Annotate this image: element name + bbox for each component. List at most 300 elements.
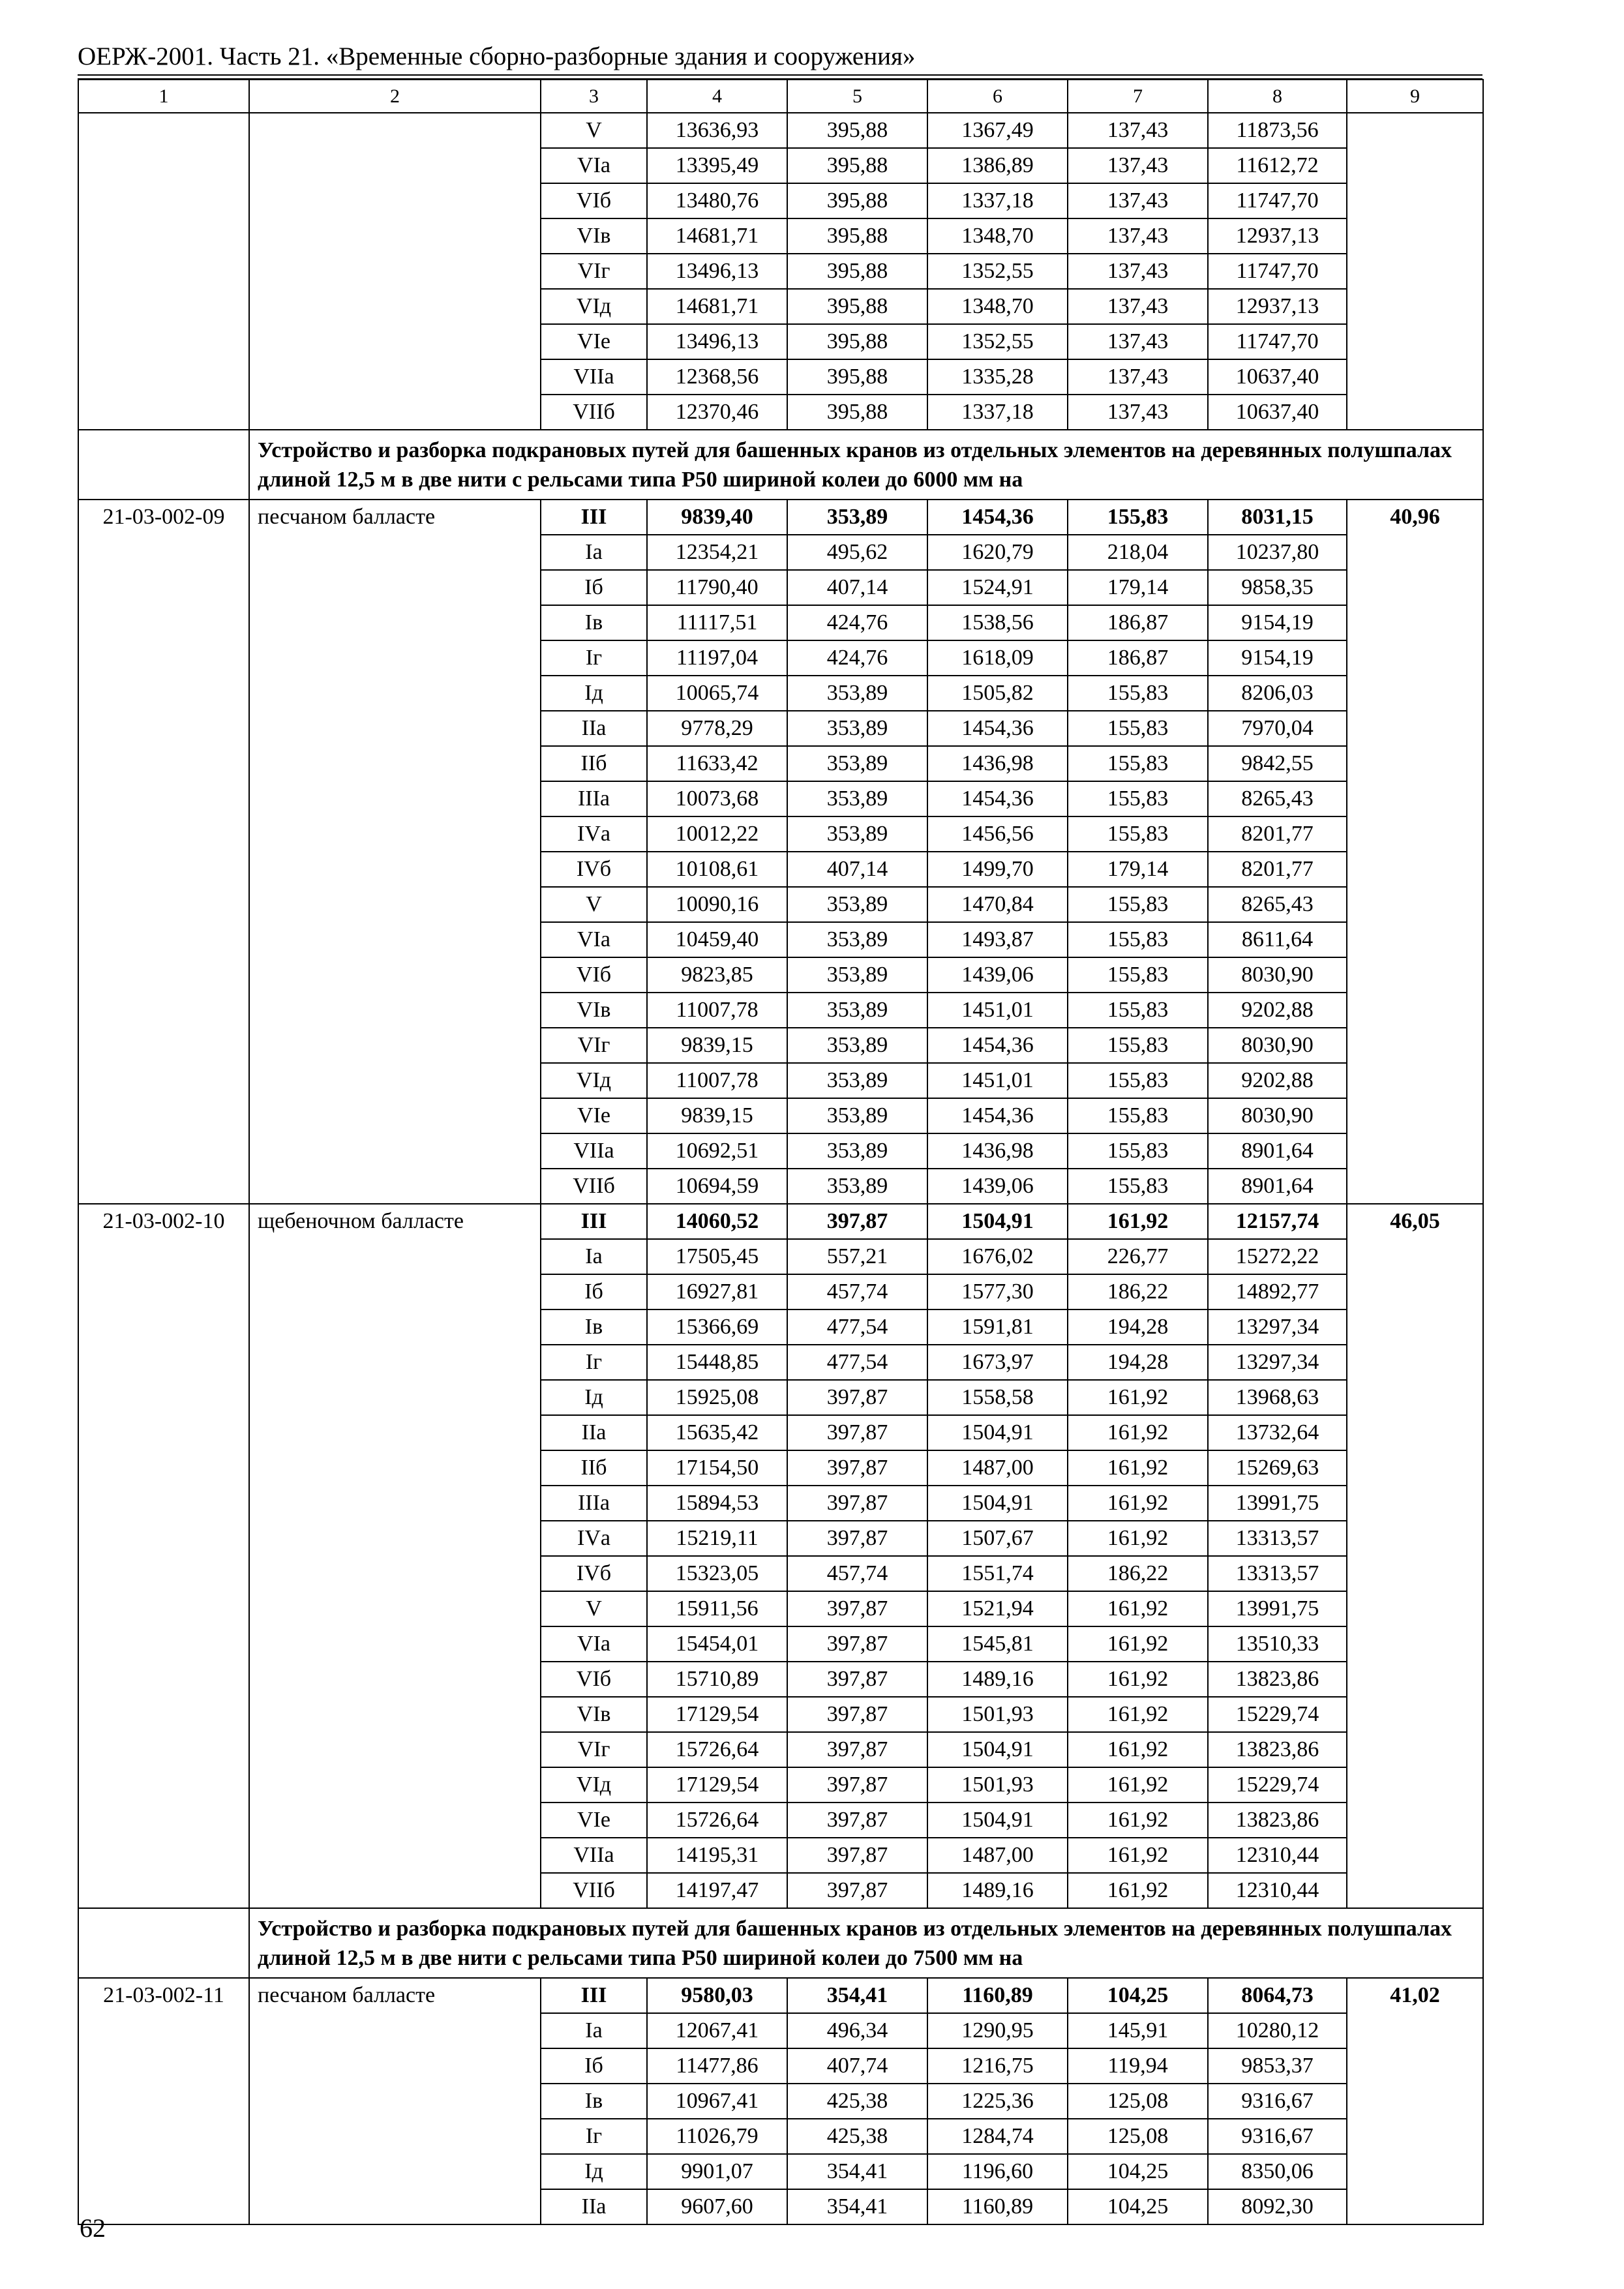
value-cell: 179,14 <box>1068 570 1208 605</box>
value-cell: 9839,40 <box>647 500 787 535</box>
zone-cell: III <box>541 1204 647 1239</box>
value-cell: 395,88 <box>787 289 927 324</box>
value-cell: 11477,86 <box>647 2048 787 2084</box>
table-row <box>78 1978 1483 2013</box>
zone-cell: IVб <box>541 852 647 887</box>
value-cell: 395,88 <box>787 254 927 289</box>
value-cell: 1454,36 <box>927 711 1068 746</box>
value-cell: 1337,18 <box>927 395 1068 430</box>
zone-cell: VIIа <box>541 1133 647 1169</box>
value-cell: 1160,89 <box>927 1978 1068 2013</box>
value-cell: 12310,44 <box>1208 1873 1347 1908</box>
zone-cell: Iб <box>541 1274 647 1309</box>
value-cell: 14060,52 <box>647 1204 787 1239</box>
zone-cell: VIв <box>541 218 647 254</box>
value-cell: 425,38 <box>787 2119 927 2154</box>
value-cell: 353,89 <box>787 993 927 1028</box>
value-cell: 8092,30 <box>1208 2189 1347 2224</box>
value-cell: 397,87 <box>787 1626 927 1662</box>
value-cell: 11117,51 <box>647 605 787 640</box>
section-title: Устройство и разборка подкрановых путей для башенных кранов из отдельных элементов на деревянных полушпалах длиной 12,5 м в две нити с рельсами типа Р50 шириной колеи до 6000 мм на <box>249 430 1483 500</box>
labor-cell: 40,96 <box>1347 500 1483 1204</box>
value-cell: 155,83 <box>1068 711 1208 746</box>
value-cell: 1673,97 <box>927 1345 1068 1380</box>
value-cell: 226,77 <box>1068 1239 1208 1274</box>
item-name: песчаном балласте <box>249 1978 541 2224</box>
value-cell: 161,92 <box>1068 1380 1208 1415</box>
value-cell: 10237,80 <box>1208 535 1347 570</box>
zone-cell: IIб <box>541 746 647 781</box>
value-cell: 10692,51 <box>647 1133 787 1169</box>
value-cell: 1337,18 <box>927 183 1068 218</box>
value-cell: 155,83 <box>1068 1063 1208 1098</box>
item-code <box>78 113 249 430</box>
value-cell: 11747,70 <box>1208 324 1347 359</box>
value-cell: 161,92 <box>1068 1803 1208 1838</box>
zone-cell: Iа <box>541 2013 647 2048</box>
column-header: 5 <box>787 80 927 113</box>
value-cell: 13823,86 <box>1208 1732 1347 1767</box>
value-cell: 9839,15 <box>647 1098 787 1133</box>
value-cell: 353,89 <box>787 816 927 852</box>
value-cell: 397,87 <box>787 1697 927 1732</box>
value-cell: 1348,70 <box>927 289 1068 324</box>
value-cell: 496,34 <box>787 2013 927 2048</box>
zone-cell: VIа <box>541 1626 647 1662</box>
value-cell: 137,43 <box>1068 148 1208 183</box>
value-cell: 8030,90 <box>1208 1028 1347 1063</box>
value-cell: 15925,08 <box>647 1380 787 1415</box>
zone-cell: VIа <box>541 922 647 957</box>
value-cell: 1504,91 <box>927 1204 1068 1239</box>
value-cell: 11007,78 <box>647 993 787 1028</box>
value-cell: 353,89 <box>787 957 927 993</box>
zone-cell: Iб <box>541 2048 647 2084</box>
value-cell: 457,74 <box>787 1556 927 1591</box>
value-cell: 13480,76 <box>647 183 787 218</box>
value-cell: 137,43 <box>1068 183 1208 218</box>
value-cell: 12937,13 <box>1208 289 1347 324</box>
value-cell: 14197,47 <box>647 1873 787 1908</box>
value-cell: 1487,00 <box>927 1838 1068 1873</box>
value-cell: 9154,19 <box>1208 640 1347 676</box>
section-title: Устройство и разборка подкрановых путей для башенных кранов из отдельных элементов на деревянных полушпалах длиной 12,5 м в две нити с рельсами типа Р50 шириной колеи до 7500 мм на <box>249 1908 1483 1978</box>
value-cell: 1489,16 <box>927 1873 1068 1908</box>
value-cell: 12368,56 <box>647 359 787 395</box>
value-cell: 11026,79 <box>647 2119 787 2154</box>
value-cell: 1521,94 <box>927 1591 1068 1626</box>
value-cell: 10280,12 <box>1208 2013 1347 2048</box>
value-cell: 8265,43 <box>1208 781 1347 816</box>
zone-cell: Iд <box>541 1380 647 1415</box>
value-cell: 11790,40 <box>647 570 787 605</box>
value-cell: 1676,02 <box>927 1239 1068 1274</box>
value-cell: 15635,42 <box>647 1415 787 1450</box>
value-cell: 9842,55 <box>1208 746 1347 781</box>
value-cell: 13823,86 <box>1208 1662 1347 1697</box>
value-cell: 424,76 <box>787 640 927 676</box>
value-cell: 1451,01 <box>927 1063 1068 1098</box>
value-cell: 11197,04 <box>647 640 787 676</box>
value-cell: 1499,70 <box>927 852 1068 887</box>
value-cell: 1454,36 <box>927 1028 1068 1063</box>
value-cell: 9839,15 <box>647 1028 787 1063</box>
value-cell: 1504,91 <box>927 1803 1068 1838</box>
value-cell: 10459,40 <box>647 922 787 957</box>
section-spacer <box>78 1908 249 1978</box>
value-cell: 15454,01 <box>647 1626 787 1662</box>
value-cell: 155,83 <box>1068 816 1208 852</box>
value-cell: 1160,89 <box>927 2189 1068 2224</box>
value-cell: 353,89 <box>787 500 927 535</box>
value-cell: 395,88 <box>787 183 927 218</box>
value-cell: 7970,04 <box>1208 711 1347 746</box>
item-name: песчаном балласте <box>249 500 541 1204</box>
zone-cell: Iв <box>541 1309 647 1345</box>
value-cell: 353,89 <box>787 922 927 957</box>
value-cell: 9823,85 <box>647 957 787 993</box>
column-header: 1 <box>78 80 249 113</box>
value-cell: 8206,03 <box>1208 676 1347 711</box>
zone-cell: V <box>541 887 647 922</box>
value-cell: 125,08 <box>1068 2119 1208 2154</box>
value-cell: 8030,90 <box>1208 1098 1347 1133</box>
value-cell: 8901,64 <box>1208 1169 1347 1204</box>
value-cell: 17129,54 <box>647 1697 787 1732</box>
section-spacer <box>78 430 249 500</box>
value-cell: 1335,28 <box>927 359 1068 395</box>
value-cell: 354,41 <box>787 2154 927 2189</box>
value-cell: 9202,88 <box>1208 993 1347 1028</box>
value-cell: 477,54 <box>787 1309 927 1345</box>
zone-cell: IVа <box>541 816 647 852</box>
value-cell: 17505,45 <box>647 1239 787 1274</box>
value-cell: 353,89 <box>787 1098 927 1133</box>
value-cell: 1284,74 <box>927 2119 1068 2154</box>
zone-cell: VIе <box>541 1098 647 1133</box>
zone-cell: Iг <box>541 640 647 676</box>
value-cell: 353,89 <box>787 711 927 746</box>
value-cell: 186,22 <box>1068 1556 1208 1591</box>
value-cell: 13297,34 <box>1208 1345 1347 1380</box>
value-cell: 12354,21 <box>647 535 787 570</box>
value-cell: 104,25 <box>1068 1978 1208 2013</box>
zone-cell: Iв <box>541 2084 647 2119</box>
value-cell: 13297,34 <box>1208 1309 1347 1345</box>
page-number: 62 <box>80 2213 106 2243</box>
value-cell: 15710,89 <box>647 1662 787 1697</box>
zone-cell: Iд <box>541 676 647 711</box>
value-cell: 1216,75 <box>927 2048 1068 2084</box>
item-code: 21-03-002-10 <box>78 1204 249 1908</box>
value-cell: 457,74 <box>787 1274 927 1309</box>
value-cell: 161,92 <box>1068 1204 1208 1239</box>
column-header: 3 <box>541 80 647 113</box>
zone-cell: VIе <box>541 324 647 359</box>
value-cell: 1538,56 <box>927 605 1068 640</box>
zone-cell: VIг <box>541 1732 647 1767</box>
value-cell: 13991,75 <box>1208 1486 1347 1521</box>
value-cell: 155,83 <box>1068 1098 1208 1133</box>
value-cell: 15726,64 <box>647 1803 787 1838</box>
value-cell: 8201,77 <box>1208 852 1347 887</box>
value-cell: 395,88 <box>787 324 927 359</box>
value-cell: 10012,22 <box>647 816 787 852</box>
value-cell: 353,89 <box>787 781 927 816</box>
value-cell: 8265,43 <box>1208 887 1347 922</box>
value-cell: 14681,71 <box>647 218 787 254</box>
value-cell: 9580,03 <box>647 1978 787 2013</box>
value-cell: 12370,46 <box>647 395 787 430</box>
zone-cell: VIб <box>541 957 647 993</box>
value-cell: 10637,40 <box>1208 359 1347 395</box>
value-cell: 137,43 <box>1068 289 1208 324</box>
value-cell: 13991,75 <box>1208 1591 1347 1626</box>
value-cell: 161,92 <box>1068 1486 1208 1521</box>
value-cell: 1493,87 <box>927 922 1068 957</box>
value-cell: 11873,56 <box>1208 113 1347 148</box>
value-cell: 13395,49 <box>647 148 787 183</box>
value-cell: 15448,85 <box>647 1345 787 1380</box>
value-cell: 137,43 <box>1068 254 1208 289</box>
zone-cell: Iа <box>541 535 647 570</box>
labor-cell <box>1347 113 1483 430</box>
table-row <box>78 113 1483 148</box>
value-cell: 1225,36 <box>927 2084 1068 2119</box>
value-cell: 13313,57 <box>1208 1521 1347 1556</box>
value-cell: 11007,78 <box>647 1063 787 1098</box>
value-cell: 1551,74 <box>927 1556 1068 1591</box>
value-cell: 1470,84 <box>927 887 1068 922</box>
value-cell: 1501,93 <box>927 1767 1068 1803</box>
value-cell: 12937,13 <box>1208 218 1347 254</box>
value-cell: 13636,93 <box>647 113 787 148</box>
value-cell: 353,89 <box>787 1169 927 1204</box>
value-cell: 397,87 <box>787 1204 927 1239</box>
zone-cell: Iб <box>541 570 647 605</box>
value-cell: 353,89 <box>787 1133 927 1169</box>
value-cell: 395,88 <box>787 148 927 183</box>
value-cell: 15366,69 <box>647 1309 787 1345</box>
value-cell: 11612,72 <box>1208 148 1347 183</box>
value-cell: 1507,67 <box>927 1521 1068 1556</box>
value-cell: 15323,05 <box>647 1556 787 1591</box>
zone-cell: IVа <box>541 1521 647 1556</box>
value-cell: 397,87 <box>787 1767 927 1803</box>
value-cell: 397,87 <box>787 1732 927 1767</box>
value-cell: 9778,29 <box>647 711 787 746</box>
zone-cell: VIд <box>541 1767 647 1803</box>
zone-cell: IVб <box>541 1556 647 1591</box>
zone-cell: VIв <box>541 1697 647 1732</box>
value-cell: 1456,56 <box>927 816 1068 852</box>
value-cell: 1577,30 <box>927 1274 1068 1309</box>
value-cell: 353,89 <box>787 887 927 922</box>
value-cell: 1290,95 <box>927 2013 1068 2048</box>
rate-table <box>78 79 1484 2225</box>
zone-cell: VIIб <box>541 1873 647 1908</box>
value-cell: 8350,06 <box>1208 2154 1347 2189</box>
value-cell: 1436,98 <box>927 1133 1068 1169</box>
value-cell: 1367,49 <box>927 113 1068 148</box>
item-name <box>249 113 541 430</box>
value-cell: 155,83 <box>1068 957 1208 993</box>
value-cell: 353,89 <box>787 746 927 781</box>
value-cell: 15911,56 <box>647 1591 787 1626</box>
value-cell: 1545,81 <box>927 1626 1068 1662</box>
value-cell: 104,25 <box>1068 2154 1208 2189</box>
value-cell: 354,41 <box>787 1978 927 2013</box>
value-cell: 155,83 <box>1068 781 1208 816</box>
value-cell: 186,22 <box>1068 1274 1208 1309</box>
value-cell: 1454,36 <box>927 781 1068 816</box>
zone-cell: IIб <box>541 1450 647 1486</box>
zone-cell: VIд <box>541 289 647 324</box>
value-cell: 155,83 <box>1068 676 1208 711</box>
value-cell: 1504,91 <box>927 1732 1068 1767</box>
value-cell: 1196,60 <box>927 2154 1068 2189</box>
value-cell: 1436,98 <box>927 746 1068 781</box>
labor-cell: 41,02 <box>1347 1978 1483 2224</box>
value-cell: 407,14 <box>787 852 927 887</box>
value-cell: 397,87 <box>787 1415 927 1450</box>
zone-cell: VIг <box>541 1028 647 1063</box>
value-cell: 395,88 <box>787 395 927 430</box>
zone-cell: Iг <box>541 1345 647 1380</box>
zone-cell: VIIа <box>541 1838 647 1873</box>
value-cell: 495,62 <box>787 535 927 570</box>
zone-cell: III <box>541 1978 647 2013</box>
value-cell: 161,92 <box>1068 1415 1208 1450</box>
value-cell: 1454,36 <box>927 500 1068 535</box>
value-cell: 9901,07 <box>647 2154 787 2189</box>
value-cell: 161,92 <box>1068 1767 1208 1803</box>
value-cell: 9853,37 <box>1208 2048 1347 2084</box>
column-header-row <box>78 80 1483 113</box>
value-cell: 1348,70 <box>927 218 1068 254</box>
value-cell: 218,04 <box>1068 535 1208 570</box>
value-cell: 155,83 <box>1068 500 1208 535</box>
column-header: 6 <box>927 80 1068 113</box>
value-cell: 137,43 <box>1068 359 1208 395</box>
value-cell: 10967,41 <box>647 2084 787 2119</box>
value-cell: 155,83 <box>1068 1169 1208 1204</box>
value-cell: 353,89 <box>787 1063 927 1098</box>
value-cell: 15272,22 <box>1208 1239 1347 1274</box>
value-cell: 353,89 <box>787 1028 927 1063</box>
value-cell: 161,92 <box>1068 1697 1208 1732</box>
rate-table-body <box>78 80 1483 2224</box>
value-cell: 17129,54 <box>647 1767 787 1803</box>
value-cell: 397,87 <box>787 1380 927 1415</box>
zone-cell: Iа <box>541 1239 647 1274</box>
value-cell: 1352,55 <box>927 324 1068 359</box>
zone-cell: IIа <box>541 1415 647 1450</box>
zone-cell: VIг <box>541 254 647 289</box>
value-cell: 1618,09 <box>927 640 1068 676</box>
value-cell: 397,87 <box>787 1450 927 1486</box>
header-rule <box>78 74 1482 76</box>
value-cell: 104,25 <box>1068 2189 1208 2224</box>
header-title: ОЕРЖ-2001. Часть 21. «Временные сборно-разборные здания и сооружения» <box>78 42 916 70</box>
value-cell: 397,87 <box>787 1662 927 1697</box>
value-cell: 161,92 <box>1068 1732 1208 1767</box>
value-cell: 10637,40 <box>1208 395 1347 430</box>
value-cell: 10073,68 <box>647 781 787 816</box>
value-cell: 8611,64 <box>1208 922 1347 957</box>
value-cell: 119,94 <box>1068 2048 1208 2084</box>
value-cell: 161,92 <box>1068 1873 1208 1908</box>
value-cell: 15229,74 <box>1208 1697 1347 1732</box>
value-cell: 137,43 <box>1068 395 1208 430</box>
labor-cell: 46,05 <box>1347 1204 1483 1908</box>
value-cell: 15894,53 <box>647 1486 787 1521</box>
value-cell: 15229,74 <box>1208 1767 1347 1803</box>
value-cell: 1558,58 <box>927 1380 1068 1415</box>
zone-cell: V <box>541 1591 647 1626</box>
value-cell: 161,92 <box>1068 1662 1208 1697</box>
value-cell: 11633,42 <box>647 746 787 781</box>
zone-cell: VIIб <box>541 1169 647 1204</box>
value-cell: 13510,33 <box>1208 1626 1347 1662</box>
value-cell: 9858,35 <box>1208 570 1347 605</box>
value-cell: 9316,67 <box>1208 2119 1347 2154</box>
value-cell: 8064,73 <box>1208 1978 1347 2013</box>
value-cell: 425,38 <box>787 2084 927 2119</box>
value-cell: 557,21 <box>787 1239 927 1274</box>
value-cell: 9202,88 <box>1208 1063 1347 1098</box>
value-cell: 1386,89 <box>927 148 1068 183</box>
value-cell: 1504,91 <box>927 1486 1068 1521</box>
value-cell: 13732,64 <box>1208 1415 1347 1450</box>
value-cell: 161,92 <box>1068 1591 1208 1626</box>
value-cell: 194,28 <box>1068 1309 1208 1345</box>
value-cell: 194,28 <box>1068 1345 1208 1380</box>
value-cell: 8031,15 <box>1208 500 1347 535</box>
zone-cell: VIIа <box>541 359 647 395</box>
value-cell: 397,87 <box>787 1486 927 1521</box>
value-cell: 155,83 <box>1068 993 1208 1028</box>
value-cell: 1352,55 <box>927 254 1068 289</box>
value-cell: 407,74 <box>787 2048 927 2084</box>
table-row <box>78 500 1483 535</box>
value-cell: 9316,67 <box>1208 2084 1347 2119</box>
zone-cell: IIIа <box>541 781 647 816</box>
value-cell: 1451,01 <box>927 993 1068 1028</box>
column-header: 2 <box>249 80 541 113</box>
zone-cell: Iг <box>541 2119 647 2154</box>
value-cell: 395,88 <box>787 113 927 148</box>
value-cell: 8030,90 <box>1208 957 1347 993</box>
value-cell: 10065,74 <box>647 676 787 711</box>
item-code: 21-03-002-09 <box>78 500 249 1204</box>
value-cell: 16927,81 <box>647 1274 787 1309</box>
value-cell: 13496,13 <box>647 254 787 289</box>
value-cell: 14892,77 <box>1208 1274 1347 1309</box>
column-header: 4 <box>647 80 787 113</box>
value-cell: 8901,64 <box>1208 1133 1347 1169</box>
value-cell: 13823,86 <box>1208 1803 1347 1838</box>
zone-cell: III <box>541 500 647 535</box>
value-cell: 8201,77 <box>1208 816 1347 852</box>
section-row <box>78 1908 1483 1978</box>
value-cell: 161,92 <box>1068 1450 1208 1486</box>
value-cell: 9154,19 <box>1208 605 1347 640</box>
value-cell: 397,87 <box>787 1591 927 1626</box>
zone-cell: VIб <box>541 183 647 218</box>
column-header: 9 <box>1347 80 1483 113</box>
zone-cell: VIв <box>541 993 647 1028</box>
